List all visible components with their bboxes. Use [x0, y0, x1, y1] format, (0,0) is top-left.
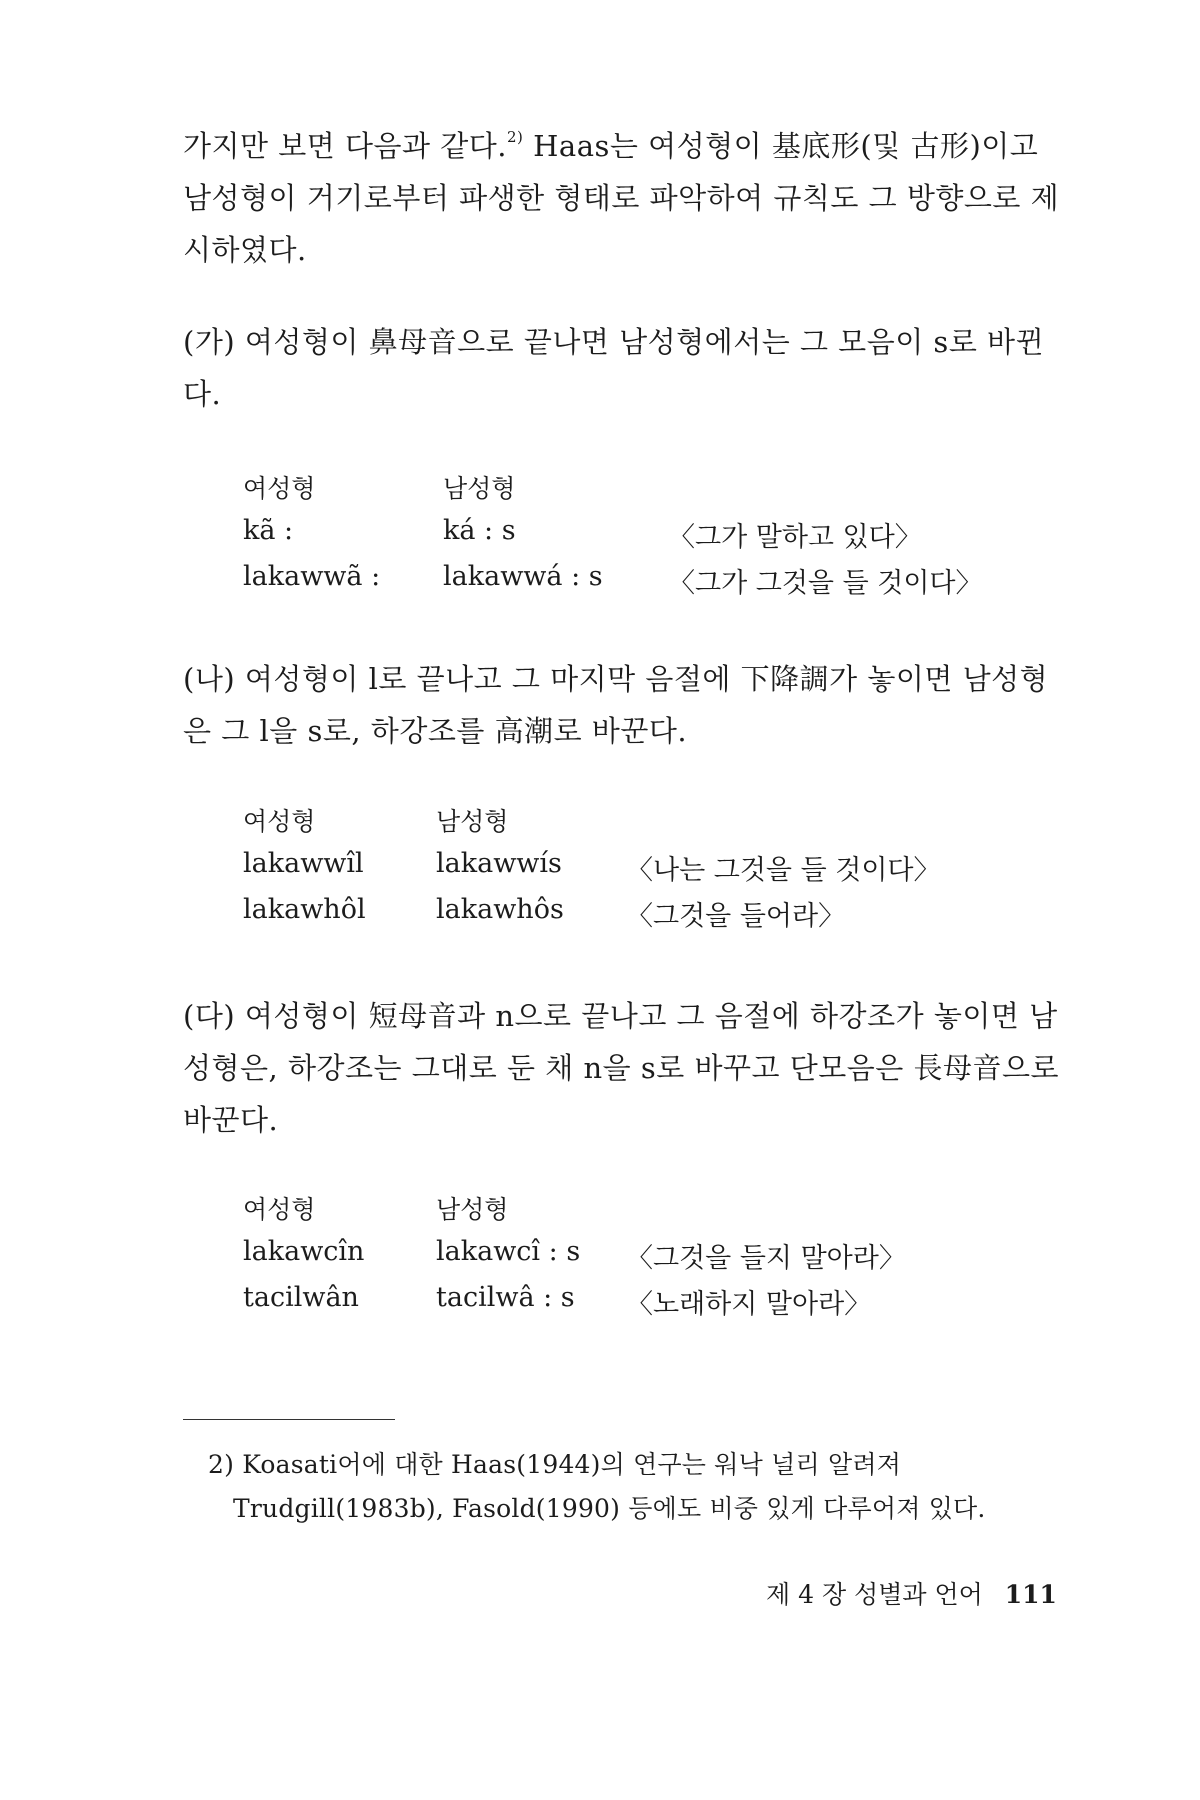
masculine-form: lakawwá : s — [443, 561, 603, 592]
intro-text-part1: 가지만 보면 다음과 같다. — [183, 129, 508, 163]
gloss: 〈그가 그것을 들 것이다〉 — [668, 568, 983, 599]
intro-paragraph — [183, 120, 1068, 276]
gloss: 〈그가 말하고 있다〉 — [668, 522, 922, 553]
feminine-form: tacilwân — [243, 1282, 359, 1313]
footnote-divider — [183, 1419, 395, 1420]
masculine-form: ká : s — [443, 515, 516, 546]
rule-da-paragraph: (다) 여성형이 短母音과 n으로 끝나고 그 음절에 하강조가 놓이면 남성형은, 하강조는 그대로 둔 채 n을 s로 바꾸고 단모음은 長母音으로 바꾼다. — [183, 999, 1060, 1137]
footnote-reference: 2) — [507, 128, 524, 146]
header-masculine: 남성형 — [436, 1195, 509, 1224]
chapter-title: 제 4 장 성별과 언어 — [766, 1580, 983, 1609]
gloss: 〈나는 그것을 들 것이다〉 — [626, 855, 941, 886]
masculine-form: tacilwâ : s — [436, 1282, 575, 1313]
masculine-form: lakawcî : s — [436, 1236, 581, 1267]
gloss: 〈그것을 들어라〉 — [626, 901, 846, 932]
feminine-form: lakawwîl — [243, 848, 364, 879]
header-masculine: 남성형 — [443, 474, 516, 503]
running-footer — [766, 1575, 1057, 1611]
rule-ga-paragraph: (가) 여성형이 鼻母音으로 끝나면 남성형에서는 그 모음이 s로 바뀐다. — [183, 325, 1045, 411]
gloss: 〈노래하지 말아라〉 — [626, 1289, 872, 1320]
feminine-form: lakawhôl — [243, 894, 366, 925]
masculine-form: lakawwís — [436, 848, 562, 879]
feminine-form: kã : — [243, 515, 294, 546]
intro-text-part2: Haas는 여성형이 基底形(및 古形)이고 남성형이 거기로부터 파생한 형태로 파악하여 규칙도 그 방향으로 제시하였다. — [183, 129, 1060, 267]
feminine-form: lakawwã : — [243, 561, 381, 592]
page-number: 111 — [1004, 1580, 1057, 1609]
rule-na-paragraph: (나) 여성형이 l로 끝나고 그 마지막 음절에 下降調가 놓이면 남성형은 그 l을 s로, 하강조를 高潮로 바꾼다. — [183, 662, 1049, 748]
feminine-form: lakawcîn — [243, 1236, 365, 1267]
header-feminine: 여성형 — [243, 474, 316, 503]
header-feminine: 여성형 — [243, 807, 316, 836]
header-feminine: 여성형 — [243, 1195, 316, 1224]
masculine-form: lakawhôs — [436, 894, 564, 925]
header-masculine: 남성형 — [436, 807, 509, 836]
gloss: 〈그것을 들지 말아라〉 — [626, 1243, 906, 1274]
footnote: 2) Koasati어에 대한 Haas(1944)의 연구는 워낙 널리 알려져 Trudgill(1983b), Fasold(1990) 등에도 비중 있게 다루어져 있다. — [208, 1450, 986, 1523]
